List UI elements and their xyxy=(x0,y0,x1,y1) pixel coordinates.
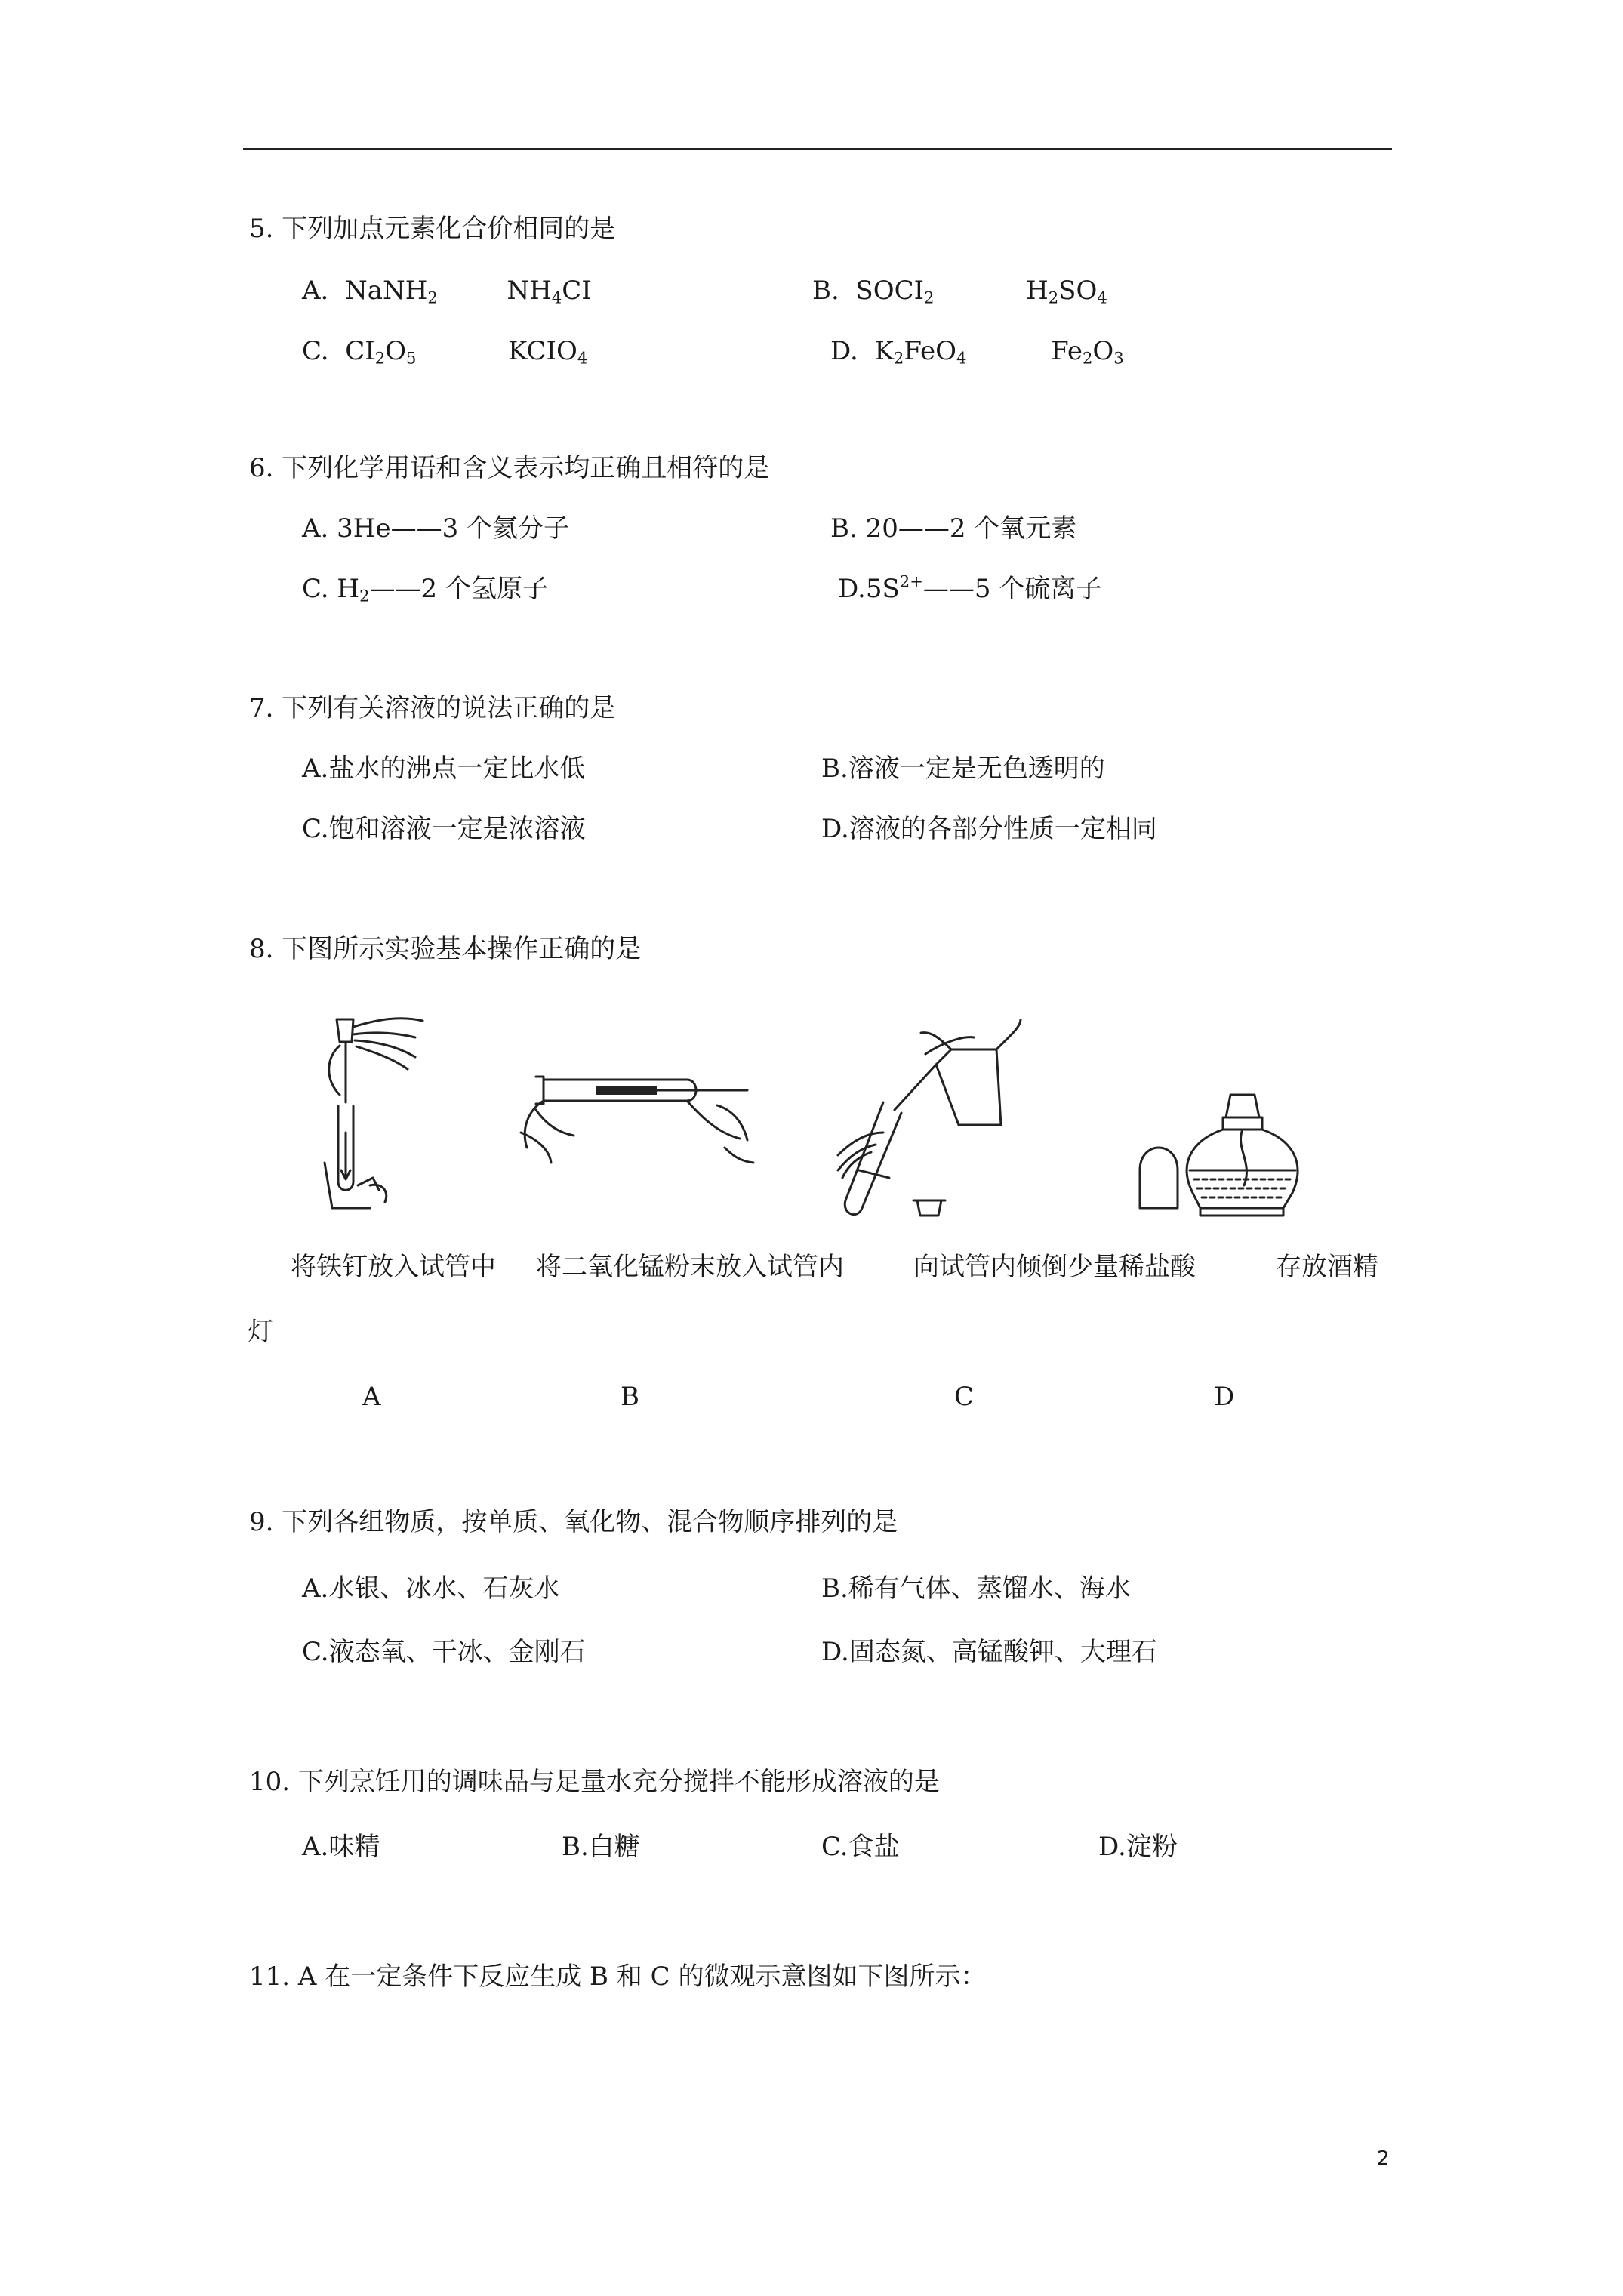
q5-option-d: D. $K_2FeO_4$ $Fe_2O_3$ xyxy=(830,336,1124,368)
q5-a-formula-2: $NH_4CI$ xyxy=(507,276,592,307)
q5-stem: 5. 下列加点元素化合价相同的是 xyxy=(249,214,616,244)
q8-caption-c: 向试管内倾倒少量稀盐酸 xyxy=(913,1252,1196,1282)
q7-option-d: D.溶液的各部分性质一定相同 xyxy=(821,814,1157,844)
q10-option-a: A.味精 xyxy=(302,1832,380,1862)
q7-option-c: C.饱和溶液一定是浓溶液 xyxy=(302,814,586,844)
figure-c-pouring-acid xyxy=(823,1019,1034,1246)
q11-stem: 11. A 在一定条件下反应生成 B 和 C 的微观示意图如下图所示： xyxy=(249,1962,987,1992)
q5-option-b: B. $SOCI_2$ $H_2SO_4$ xyxy=(812,276,1107,307)
header-rule xyxy=(243,148,1392,150)
q5-option-a: A. NaNH$_2$ $NH_4CI$ xyxy=(302,276,592,307)
q9-option-b: B.稀有气体、蒸馏水、海水 xyxy=(821,1573,1131,1604)
q6-option-c: C. $H_2——2$ 个氢原子 xyxy=(302,574,548,606)
q5-b-formula-1: $SOCI_2$ xyxy=(855,276,935,307)
figure-d-alcohol-lamp xyxy=(1132,1087,1306,1223)
q5-c-formula-1: $CI_2O_5$ xyxy=(345,336,417,368)
page-number: 2 xyxy=(1377,2147,1390,2170)
q8-caption-b: 将二氧化锰粉末放入试管内 xyxy=(536,1252,844,1282)
q9-option-d: D.固态氮、高锰酸钾、大理石 xyxy=(821,1637,1157,1667)
q8-stem: 8. 下图所示实验基本操作正确的是 xyxy=(249,934,642,964)
q8-label-d: D xyxy=(1214,1382,1235,1412)
q5-a-formula-1: NaNH$_2$ xyxy=(345,276,438,307)
q8-label-c: C xyxy=(954,1382,975,1412)
q5-b-formula-2: $H_2SO_4$ xyxy=(1026,276,1107,307)
q5-c-formula-2: $KCIO_4$ xyxy=(508,336,588,368)
figure-a-iron-nail-into-test-tube xyxy=(310,1012,453,1216)
q10-stem: 10. 下列烹饪用的调味品与足量水充分搅拌不能形成溶液的是 xyxy=(249,1767,940,1797)
q8-label-a: A xyxy=(362,1382,381,1412)
q8-caption-d-line1: 存放酒精 xyxy=(1276,1252,1378,1282)
q6-option-b: B. 20——2 个氧元素 xyxy=(830,513,1077,544)
q9-option-a: A.水银、冰水、石灰水 xyxy=(302,1573,560,1604)
q6-option-d: $D.5S^{2+}——5$ 个硫离子 xyxy=(838,572,1102,604)
figure-b-powder-into-horizontal-tube xyxy=(513,1057,762,1170)
q6-option-a: A. 3He——3 个氦分子 xyxy=(302,513,570,544)
q9-stem: 9. 下列各组物质，按单质、氧化物、混合物顺序排列的是 xyxy=(249,1507,898,1537)
q10-option-b: B.白糖 xyxy=(562,1832,640,1862)
q5-d-formula-1: $K_2FeO_4$ xyxy=(874,336,967,368)
q8-caption-a: 将铁钉放入试管中 xyxy=(291,1252,496,1282)
q10-option-c: C.食盐 xyxy=(821,1832,900,1862)
q8-label-b: B xyxy=(621,1382,639,1412)
q8-caption-d-line2: 灯 xyxy=(248,1317,273,1347)
q5-d-formula-2: $Fe_2O_3$ xyxy=(1051,336,1124,368)
q10-option-d: D.淀粉 xyxy=(1098,1832,1178,1862)
q5-option-c: C. $CI_2O_5$ $KCIO_4$ xyxy=(302,336,588,368)
q7-stem: 7. 下列有关溶液的说法正确的是 xyxy=(249,693,616,723)
q9-option-c: C.液态氧、干冰、金刚石 xyxy=(302,1637,586,1667)
q7-option-a: A.盐水的沸点一定比水低 xyxy=(302,754,586,784)
q7-option-b: B.溶液一定是无色透明的 xyxy=(821,754,1105,784)
q6-stem: 6. 下列化学用语和含义表示均正确且相符的是 xyxy=(249,453,770,483)
